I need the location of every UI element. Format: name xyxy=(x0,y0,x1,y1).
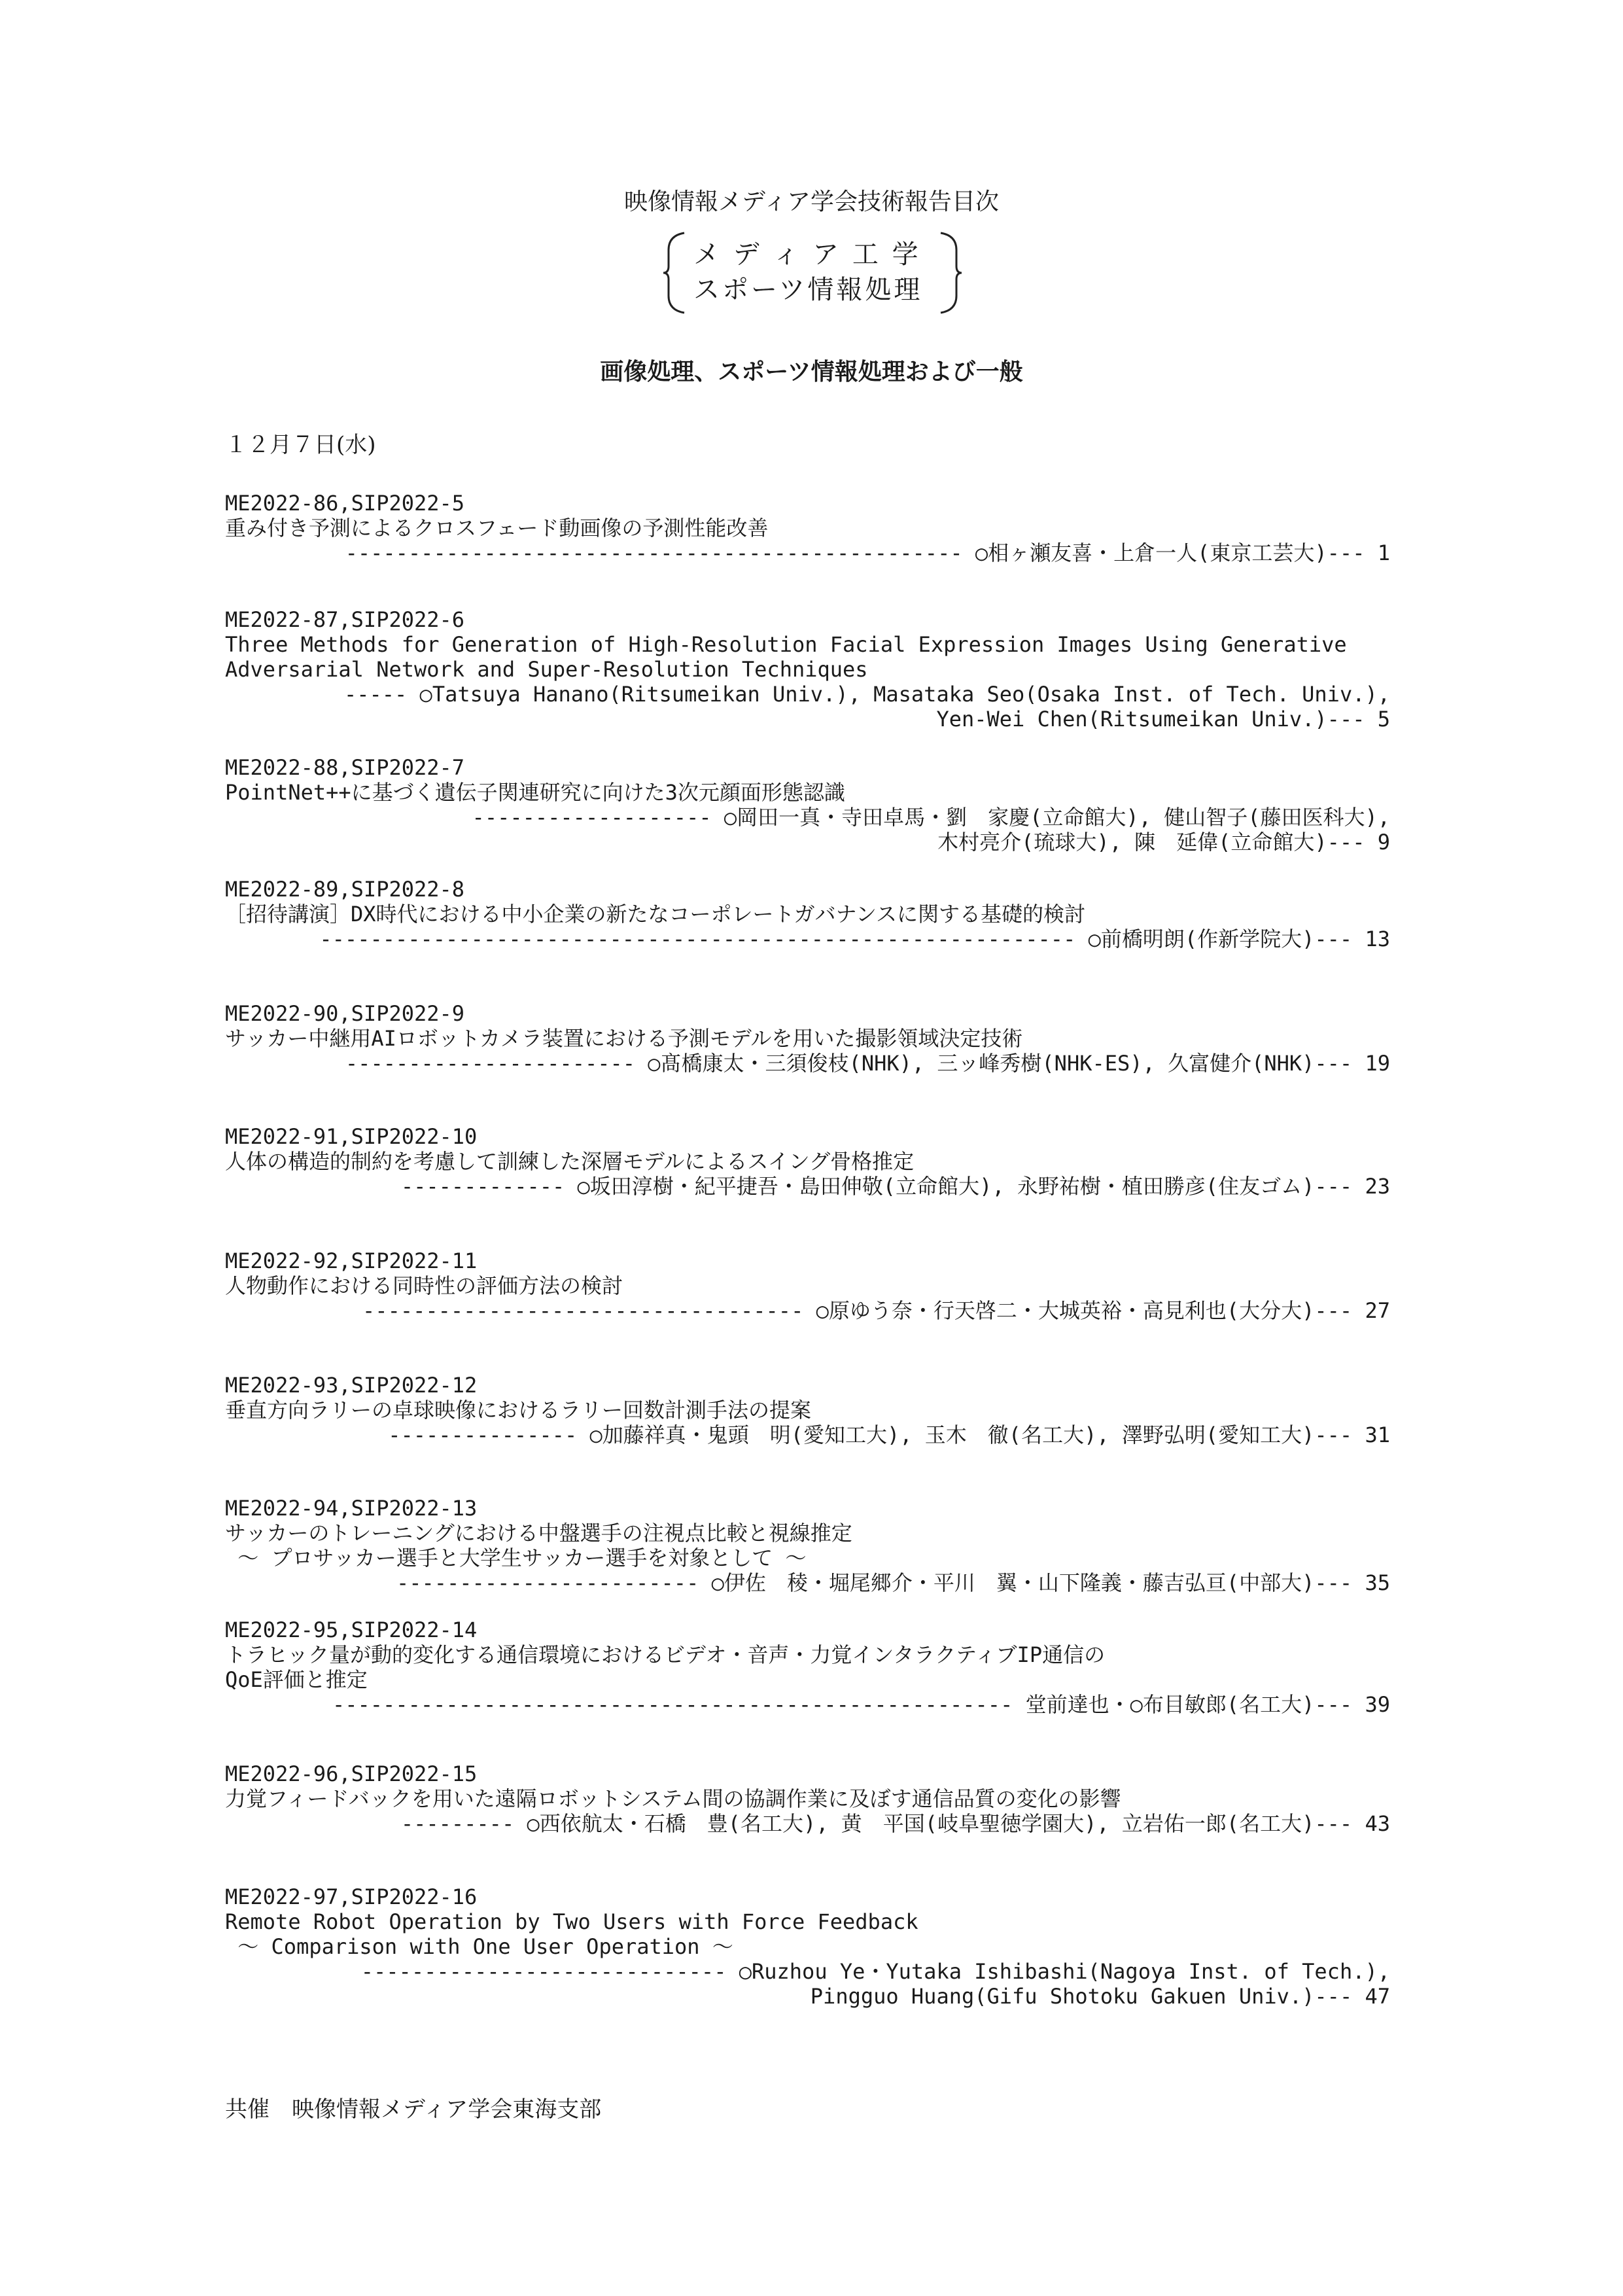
entry-title: PointNet++に基づく遺伝子関連研究に向けた3次元顔面形態認識 xyxy=(225,780,845,805)
entry-title: ～ Comparison with One User Operation ～ xyxy=(225,1934,733,1959)
entry-id: ME2022-91,SIP2022-10 xyxy=(225,1124,478,1149)
entry-id: ME2022-94,SIP2022-13 xyxy=(225,1496,478,1521)
entry-id: ME2022-97,SIP2022-16 xyxy=(225,1884,478,1909)
entry-title: トラヒック量が動的変化する通信環境におけるビデオ・音声・力覚インタラクティブIP通信の xyxy=(225,1642,1106,1667)
left-bracket xyxy=(662,230,688,328)
entry-title: Adversarial Network and Super-Resolution Techniques xyxy=(225,657,868,682)
entry-id: ME2022-95,SIP2022-14 xyxy=(225,1617,478,1642)
report-title: 映像情報メディア学会技術報告目次 xyxy=(623,188,1000,215)
entry-authors: Yen-Wei Chen(Ritsumeikan Univ.)--- 5 xyxy=(936,707,1390,732)
subtitle-media-engineering: メ デ ィ ア 工 学 xyxy=(693,239,921,270)
entry-id: ME2022-87,SIP2022-6 xyxy=(225,607,465,632)
session-date: １２月７日(水) xyxy=(225,432,376,458)
entry-authors: ----- ○Tatsuya Hanano(Ritsumeikan Univ.), Masataka Seo(Osaka Inst. of Tech. Univ.), xyxy=(343,682,1390,707)
entry-authors: ------------- ○坂田淳樹・紀平捷吾・島田伸敬(立命館大), 永野祐樹・植田勝彦(住友ゴム)--- 23 xyxy=(400,1174,1390,1199)
entry-id: ME2022-90,SIP2022-9 xyxy=(225,1001,465,1026)
entry-authors: Pingguo Huang(Gifu Shotoku Gakuen Univ.)--- 47 xyxy=(810,1984,1390,2009)
entry-authors: 木村亮介(琉球大), 陳 延偉(立命館大)--- 9 xyxy=(937,830,1390,855)
entry-title: サッカー中継用AIロボットカメラ装置における予測モデルを用いた撮影領域決定技術 xyxy=(225,1026,1023,1051)
entry-title: QoE評価と推定 xyxy=(225,1667,368,1692)
entry-authors: ------------------- ○岡田一真・寺田卓馬・劉 家慶(立命館大), 健山智子(藤田医科大), xyxy=(472,805,1390,830)
entry-title: ～ プロサッカー選手と大学生サッカー選手を対象として ～ xyxy=(225,1545,807,1570)
entry-id: ME2022-89,SIP2022-8 xyxy=(225,877,465,902)
entry-authors: ------------------------------------------------------------ ○前橋明朗(作新学院大)--- 13 xyxy=(319,927,1390,951)
section-heading: 画像処理、スポーツ情報処理および一般 xyxy=(600,359,1023,385)
entry-authors: --------- ○西依航太・石橋 豊(名工大), 黄 平国(岐阜聖徳学園大), 立岩佑一郎(名工大)--- 43 xyxy=(400,1811,1390,1836)
entry-title: 人物動作における同時性の評価方法の検討 xyxy=(225,1273,623,1298)
entry-authors: ------------------------------------------------- ○相ヶ瀬友喜・上倉一人(東京工芸大)--- 1 xyxy=(345,540,1390,565)
entry-authors: ------------------------------------------------------ 堂前達也・○布目敏郎(名工大)--- 39 xyxy=(332,1692,1390,1717)
entry-authors: ----------------------- ○髙橋康太・三須俊枝(NHK), 三ッ峰秀樹(NHK-ES), 久富健介(NHK)--- 19 xyxy=(345,1051,1390,1076)
entry-id: ME2022-88,SIP2022-7 xyxy=(225,755,465,780)
entry-title: ［招待講演］DX時代における中小企業の新たなコーポレートガバナンスに関する基礎的検討 xyxy=(225,902,1086,927)
entry-title: 垂直方向ラリーの卓球映像におけるラリー回数計測手法の提案 xyxy=(225,1398,812,1422)
entry-authors: ------------------------ ○伊佐 稜・堀尾郷介・平川 翼・山下隆義・藤吉弘亘(中部大)--- 35 xyxy=(396,1570,1390,1595)
subtitle-sports-info: スポーツ情報処理 xyxy=(693,275,923,305)
co-sponsor: 共催 映像情報メディア学会東海支部 xyxy=(225,2096,602,2123)
entry-authors: --------------- ○加藤祥真・鬼頭 明(愛知工大), 玉木 徹(名工大), 澤野弘明(愛知工大)--- 31 xyxy=(388,1422,1390,1447)
entry-title: Remote Robot Operation by Two Users with Force Feedback xyxy=(225,1909,918,1934)
entry-authors: ----------------------------------- ○原ゆう奈・行天啓二・大城英裕・高見利也(大分大)--- 27 xyxy=(362,1298,1390,1323)
entry-id: ME2022-86,SIP2022-5 xyxy=(225,491,465,516)
entry-title: Three Methods for Generation of High-Resolution Facial Expression Images Using Generative xyxy=(225,632,1347,657)
entry-authors: ----------------------------- ○Ruzhou Ye・Yutaka Ishibashi(Nagoya Inst. of Tech.), xyxy=(360,1959,1390,1984)
entry-title: 重み付き予測によるクロスフェード動画像の予測性能改善 xyxy=(225,516,769,540)
entry-id: ME2022-93,SIP2022-12 xyxy=(225,1373,478,1398)
entry-id: ME2022-92,SIP2022-11 xyxy=(225,1248,478,1273)
entry-title: 力覚フィードバックを用いた遠隔ロボットシステム間の協調作業に及ぼす通信品質の変化の影響 xyxy=(225,1786,1121,1811)
entry-id: ME2022-96,SIP2022-15 xyxy=(225,1761,478,1786)
entry-title: 人体の構造的制約を考慮して訓練した深層モデルによるスイング骨格推定 xyxy=(225,1149,915,1174)
entry-title: サッカーのトレーニングにおける中盤選手の注視点比較と視線推定 xyxy=(225,1521,852,1545)
